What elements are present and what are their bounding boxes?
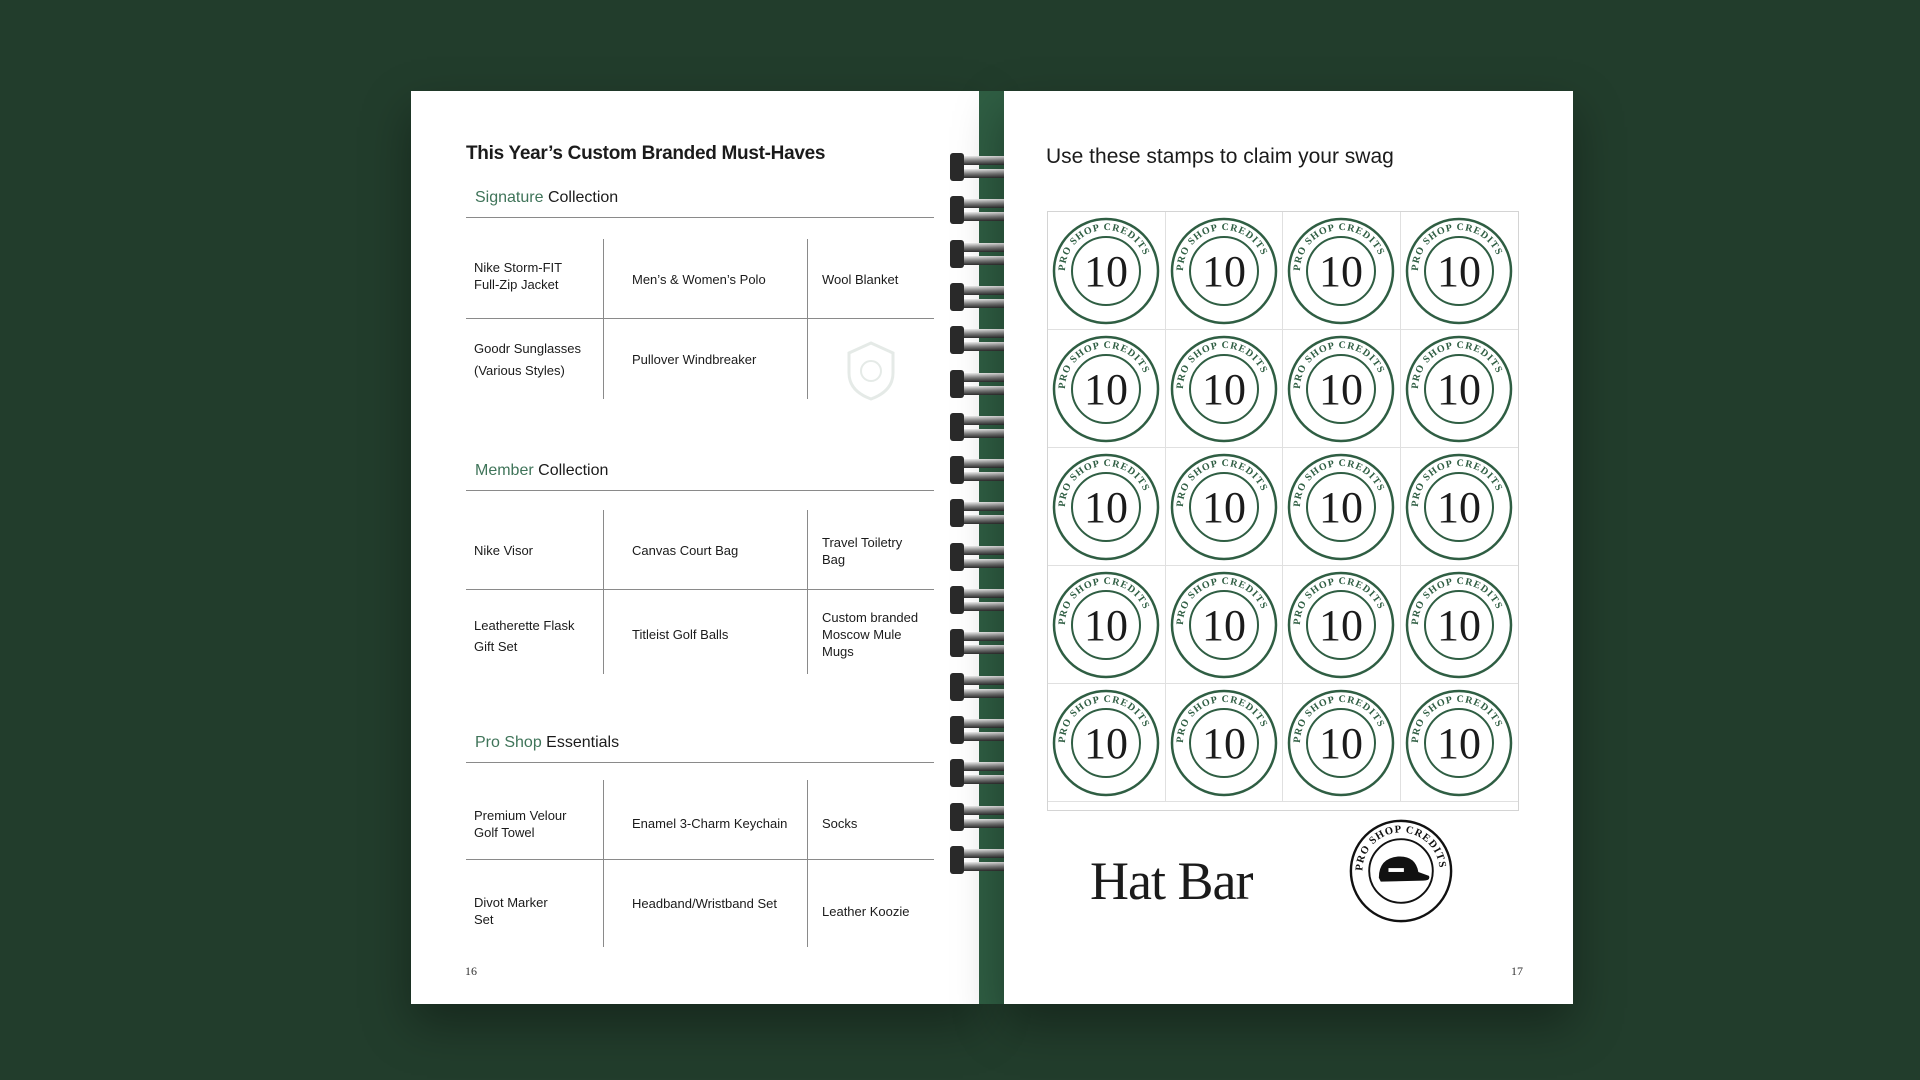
stamp-ring-text: PRO SHOP CREDITS	[1292, 457, 1387, 507]
list-item: Wool Blanket	[822, 272, 899, 287]
divider	[466, 589, 934, 590]
divider	[466, 217, 934, 218]
stamp-ring-text: PRO SHOP CREDITS	[1292, 339, 1387, 389]
stamp-value: 10	[1084, 600, 1129, 650]
list-item-note: (Various Styles)	[474, 363, 565, 378]
stamp-ring-text: PRO SHOP CREDITS	[1174, 575, 1270, 625]
credit-stamp-icon	[1404, 452, 1514, 562]
stamp-cell[interactable]	[1166, 330, 1284, 448]
list-item: Leather Koozie	[822, 904, 910, 919]
column-divider	[807, 239, 808, 399]
list-item: Men’s & Women’s Polo	[632, 272, 766, 287]
stamp-value: 10	[1084, 718, 1129, 768]
stamp-cell[interactable]	[1048, 330, 1166, 448]
hat-stamp-text: PRO SHOP CREDITS	[1354, 824, 1448, 872]
section-label: Collection	[533, 462, 609, 479]
stamp-value: 10	[1084, 246, 1129, 296]
stamp-cell[interactable]	[1166, 448, 1284, 566]
stamp-ring-text: PRO SHOP CREDITS	[1057, 693, 1152, 743]
list-item: Nike Visor	[474, 543, 534, 558]
section-label: Essentials	[541, 734, 620, 751]
list-item: Nike Storm-FIT Full-Zip Jacket	[474, 260, 563, 292]
stamp-ring-text: PRO SHOP CREDITS	[1057, 221, 1152, 271]
stamp-ring-text: PRO SHOP CREDITS	[1174, 693, 1270, 743]
stamp-value: 10	[1201, 600, 1246, 650]
list-item: Pullover Windbreaker	[632, 352, 757, 367]
stamp-value: 10	[1319, 246, 1364, 296]
stamp-ring-text: PRO SHOP CREDITS	[1057, 575, 1152, 625]
stamp-cell[interactable]	[1048, 566, 1166, 684]
credit-stamp-icon	[1286, 216, 1396, 326]
divider	[466, 318, 934, 319]
list-item: Enamel 3-Charm Keychain	[632, 816, 788, 831]
credit-stamp-icon	[1169, 688, 1279, 798]
page-title: Use these stamps to claim your swag	[1046, 145, 1394, 168]
credit-stamp-icon	[1404, 334, 1514, 444]
credit-stamp-icon	[1404, 570, 1514, 680]
stamp-grid	[1047, 211, 1519, 911]
stamp-cell[interactable]	[1283, 448, 1401, 566]
divider	[466, 762, 934, 763]
credit-stamp-icon	[1286, 688, 1396, 798]
stamp-ring-text: PRO SHOP CREDITS	[1410, 575, 1505, 625]
stamp-ring-text: PRO SHOP CREDITS	[1174, 339, 1270, 389]
stamp-cell[interactable]	[1283, 212, 1401, 330]
credit-stamp-icon	[1286, 452, 1396, 562]
stamp-cell[interactable]	[1048, 212, 1166, 330]
column-divider	[603, 510, 604, 674]
credit-stamp-icon	[1286, 334, 1396, 444]
list-item: Headband/Wristband Set	[632, 896, 778, 911]
stamp-value: 10	[1084, 364, 1129, 414]
credit-stamp-icon	[1051, 570, 1161, 680]
list-item: Leatherette Flask Gift Set	[474, 618, 575, 654]
credit-stamp-icon	[1051, 688, 1161, 798]
section-accent: Member	[475, 462, 534, 479]
stamp-value: 10	[1319, 600, 1364, 650]
stamp-ring-text: PRO SHOP CREDITS	[1292, 575, 1387, 625]
stamp-ring-text: PRO SHOP CREDITS	[1174, 457, 1270, 507]
credit-stamp-icon	[1404, 216, 1514, 326]
stamp-cell[interactable]	[1166, 684, 1284, 802]
section-accent: Pro Shop	[475, 734, 542, 751]
section-accent: Signature	[475, 189, 544, 206]
stamp-cell[interactable]	[1283, 330, 1401, 448]
stamp-cell[interactable]	[1401, 566, 1519, 684]
credit-stamp-icon	[1169, 216, 1279, 326]
hat-bar-panel	[1048, 802, 1518, 911]
credit-stamp-icon	[1051, 216, 1161, 326]
page-number: 16	[465, 964, 477, 978]
credit-stamp-icon	[1169, 452, 1279, 562]
stamp-value: 10	[1319, 364, 1364, 414]
stamp-value: 10	[1201, 246, 1246, 296]
stamp-cell[interactable]	[1283, 684, 1401, 802]
stamp-ring-text: PRO SHOP CREDITS	[1174, 221, 1270, 271]
stamp-cell[interactable]	[1048, 684, 1166, 802]
stamp-ring-text: PRO SHOP CREDITS	[1410, 457, 1505, 507]
stamp-value: 10	[1437, 482, 1482, 532]
credit-stamp-icon	[1051, 452, 1161, 562]
stamp-cell[interactable]	[1048, 448, 1166, 566]
stamp-value: 10	[1319, 718, 1364, 768]
stamp-value: 10	[1437, 718, 1482, 768]
list-item: Premium Velour Golf Towel	[474, 808, 567, 840]
divider	[466, 490, 934, 491]
credit-stamp-icon	[1286, 570, 1396, 680]
list-item: Travel Toiletry Bag	[822, 535, 903, 567]
stamp-cell[interactable]	[1166, 212, 1284, 330]
stamp-ring-text: PRO SHOP CREDITS	[1292, 693, 1387, 743]
section-label: Collection	[543, 189, 619, 206]
stamp-cell[interactable]	[1401, 330, 1519, 448]
column-divider	[603, 780, 604, 947]
credit-stamp-icon	[1404, 688, 1514, 798]
credit-stamp-icon	[1169, 570, 1279, 680]
stamp-value: 10	[1319, 482, 1364, 532]
section-heading-pro-shop	[475, 734, 619, 752]
stamp-value: 10	[1201, 364, 1246, 414]
stamp-ring-text: PRO SHOP CREDITS	[1410, 221, 1505, 271]
hat-bar-label: Hat Bar	[1090, 851, 1253, 911]
column-divider	[603, 239, 604, 399]
column-divider	[807, 780, 808, 947]
stamp-ring-text: PRO SHOP CREDITS	[1292, 221, 1387, 271]
hat-stamp-icon[interactable]	[1348, 818, 1454, 924]
list-item: Divot Marker Set	[474, 895, 548, 927]
stamp-value: 10	[1437, 600, 1482, 650]
section-heading-member	[475, 462, 608, 480]
list-item: Goodr Sunglasses	[474, 341, 581, 356]
stamp-cell[interactable]	[1166, 566, 1284, 684]
stamp-cell[interactable]	[1401, 448, 1519, 566]
stamp-cell[interactable]	[1401, 212, 1519, 330]
stamp-value: 10	[1201, 718, 1246, 768]
list-item: Custom branded Moscow Mule Mugs	[822, 610, 919, 659]
column-divider	[807, 510, 808, 674]
divider	[466, 859, 934, 860]
stamp-value: 10	[1437, 364, 1482, 414]
stamp-ring-text: PRO SHOP CREDITS	[1057, 339, 1152, 389]
stamp-cell[interactable]	[1401, 684, 1519, 802]
right-page	[1004, 91, 1573, 1004]
page-number: 17	[1511, 964, 1523, 978]
left-page	[411, 91, 979, 1004]
stamp-ring-text: PRO SHOP CREDITS	[1410, 693, 1505, 743]
section-heading-signature	[475, 189, 618, 207]
page-title: This Year’s Custom Branded Must-Haves	[466, 143, 826, 164]
list-item: Socks	[822, 816, 858, 831]
list-item: Canvas Court Bag	[632, 543, 739, 558]
stamp-cell[interactable]	[1283, 566, 1401, 684]
stamp-value: 10	[1437, 246, 1482, 296]
crest-watermark-icon	[839, 339, 903, 403]
stamp-ring-text: PRO SHOP CREDITS	[1410, 339, 1505, 389]
stamp-value: 10	[1201, 482, 1246, 532]
credit-stamp-icon	[1051, 334, 1161, 444]
stamp-ring-text: PRO SHOP CREDITS	[1057, 457, 1152, 507]
credit-stamp-icon	[1169, 334, 1279, 444]
list-item: Titleist Golf Balls	[632, 627, 729, 642]
stamp-value: 10	[1084, 482, 1129, 532]
